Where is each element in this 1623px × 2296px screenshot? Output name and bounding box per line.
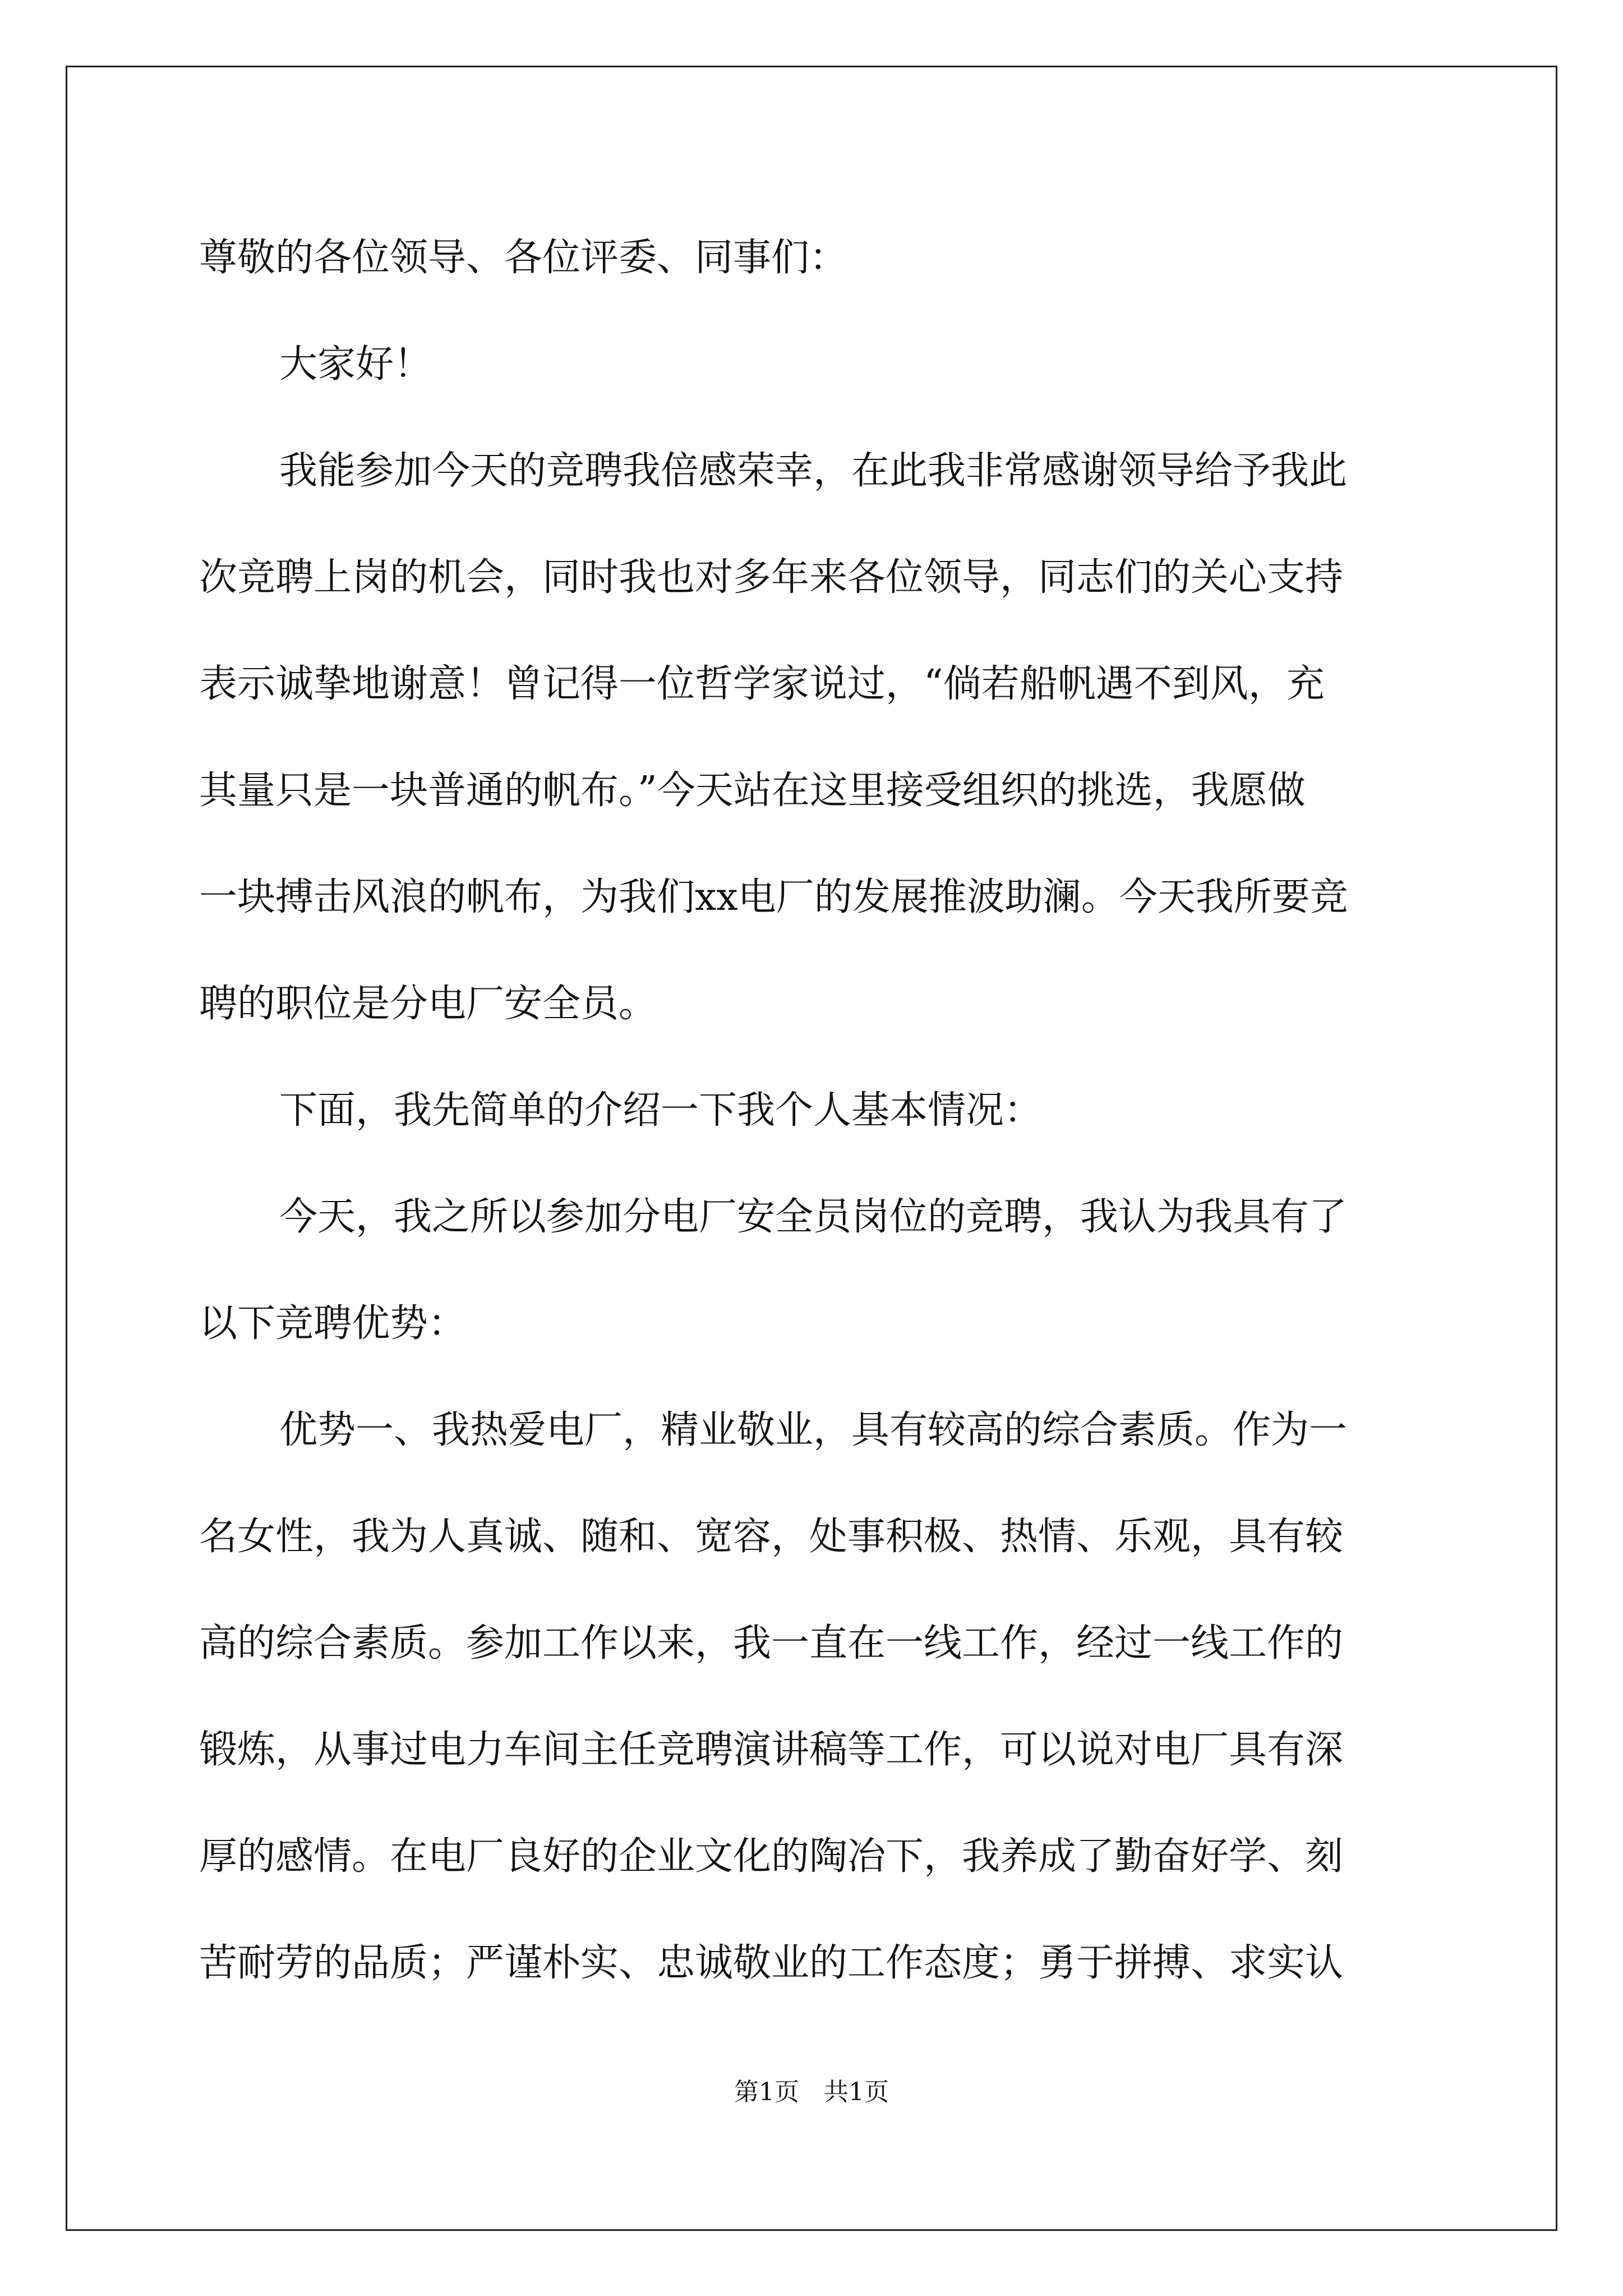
paragraph-line: 聘的职位是分电厂安全员。 (199, 982, 657, 1026)
paragraph-line: 今天，我之所以参加分电厂安全员岗位的竞聘，我认为我具有了 (279, 1195, 1348, 1239)
paragraph-line: 次竞聘上岗的机会，同时我也对多年来各位领导，同志们的关心支持 (199, 555, 1344, 600)
paragraph-line: 苦耐劳的品质；严谨朴实、忠诚敬业的工作态度；勇于拼搏、求实认 (199, 1941, 1344, 1985)
greeting-line: 大家好！ (279, 342, 432, 386)
paragraph-line: 其量只是一块普通的帆布。”今天站在这里接受组织的挑选，我愿做 (199, 769, 1306, 813)
paragraph-line: 厚的感情。在电厂良好的企业文化的陶冶下，我养成了勤奋好学、刻 (199, 1834, 1344, 1879)
salutation-line: 尊敬的各位领导、各位评委、同事们： (199, 236, 848, 280)
paragraph-line: 优势一、我热爱电厂，精业敬业，具有较高的综合素质。作为一 (279, 1408, 1348, 1452)
paragraph-line: 表示诚挚地谢意！曾记得一位哲学家说过，“倘若船帆遇不到风，充 (199, 662, 1325, 706)
paragraph-line: 以下竞聘优势： (199, 1301, 467, 1346)
paragraph-line: 一块搏击风浪的帆布，为我们xx电厂的发展推波助澜。今天我所要竞 (199, 875, 1348, 919)
page-footer: 第1页 共1页 (734, 2078, 889, 2106)
paragraph-line: 下面，我先简单的介绍一下我个人基本情况： (279, 1088, 1043, 1133)
paragraph-line: 高的综合素质。参加工作以来，我一直在一线工作，经过一线工作的 (199, 1621, 1344, 1665)
paragraph-line: 名女性，我为人真诚、随和、宽容，处事积极、热情、乐观，具有较 (199, 1515, 1344, 1559)
paragraph-line: 锻炼，从事过电力车间主任竞聘演讲稿等工作，可以说对电厂具有深 (199, 1728, 1344, 1772)
paragraph-line: 我能参加今天的竞聘我倍感荣幸，在此我非常感谢领导给予我此 (279, 449, 1348, 493)
